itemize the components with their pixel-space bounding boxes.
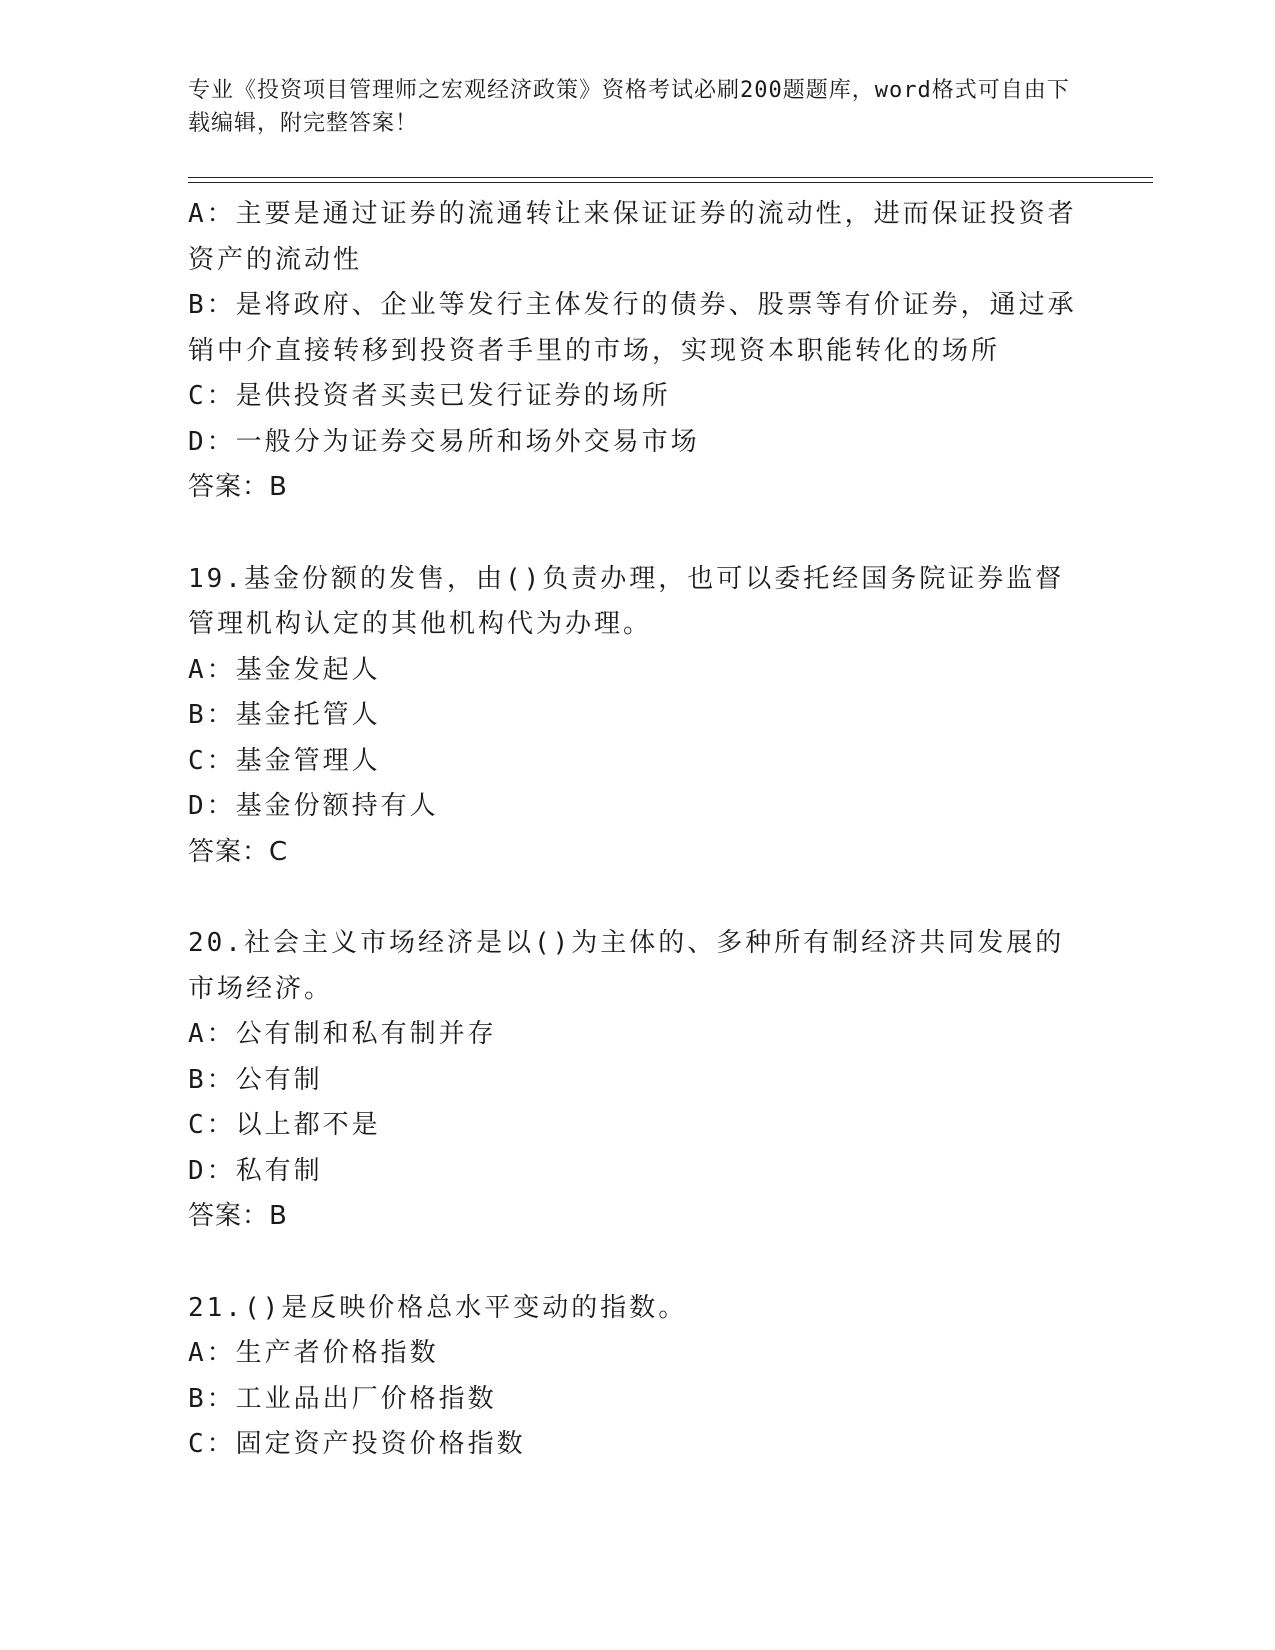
option-b: B：公有制 (188, 1064, 323, 1095)
spacer (188, 511, 1083, 557)
option-b: B：是将政府、企业等发行主体发行的债券、股票等有价证券，通过承销中介直接转移到投资者手里的市场，实现资本职能转化的场所 (188, 290, 1077, 366)
answer: 答案：B (188, 1201, 288, 1231)
document-header (188, 74, 1088, 140)
spacer (188, 1240, 1083, 1286)
answer: 答案：C (188, 836, 289, 867)
question-18 (188, 192, 1083, 511)
option-c: C：固定资产投资价格指数 (188, 1429, 526, 1459)
question-21 (188, 1286, 1083, 1468)
question-text: 21.()是反映价格总水平变动的指数。 (188, 1292, 688, 1323)
option-c: C：基金管理人 (188, 745, 381, 776)
option-b: B：工业品出厂价格指数 (188, 1383, 497, 1414)
option-d: D：基金份额持有人 (188, 791, 439, 821)
option-a: A：主要是通过证券的流通转让来保证证券的流动性，进而保证投资者资产的流动性 (188, 199, 1077, 275)
header-text: 专业《投资项目管理师之宏观经济政策》资格考试必刷200题题库，word格式可自由下载编辑，附完整答案！ (188, 78, 1070, 136)
option-d: D：一般分为证券交易所和场外交易市场 (188, 426, 700, 457)
option-d: D：私有制 (188, 1155, 323, 1186)
option-a: A：生产者价格指数 (188, 1338, 439, 1368)
option-b: B：基金托管人 (188, 700, 381, 730)
option-a: A：公有制和私有制并存 (188, 1019, 497, 1049)
option-a: A：基金发起人 (188, 654, 381, 685)
question-19 (188, 557, 1083, 876)
option-c: C：是供投资者买卖已发行证券的场所 (188, 381, 671, 411)
spacer (188, 875, 1083, 921)
header-rule-bottom (188, 182, 1153, 183)
question-text: 20.社会主义市场经济是以()为主体的、多种所有制经济共同发展的市场经济。 (188, 928, 1065, 1004)
answer: 答案：B (188, 472, 288, 502)
question-20 (188, 921, 1083, 1240)
header-rule-top (188, 177, 1153, 178)
option-c: C：以上都不是 (188, 1110, 381, 1140)
document-body (188, 192, 1083, 1468)
question-text: 19.基金份额的发售，由()负责办理，也可以委托经国务院证券监督管理机构认定的其他机构代为办理。 (188, 563, 1065, 639)
